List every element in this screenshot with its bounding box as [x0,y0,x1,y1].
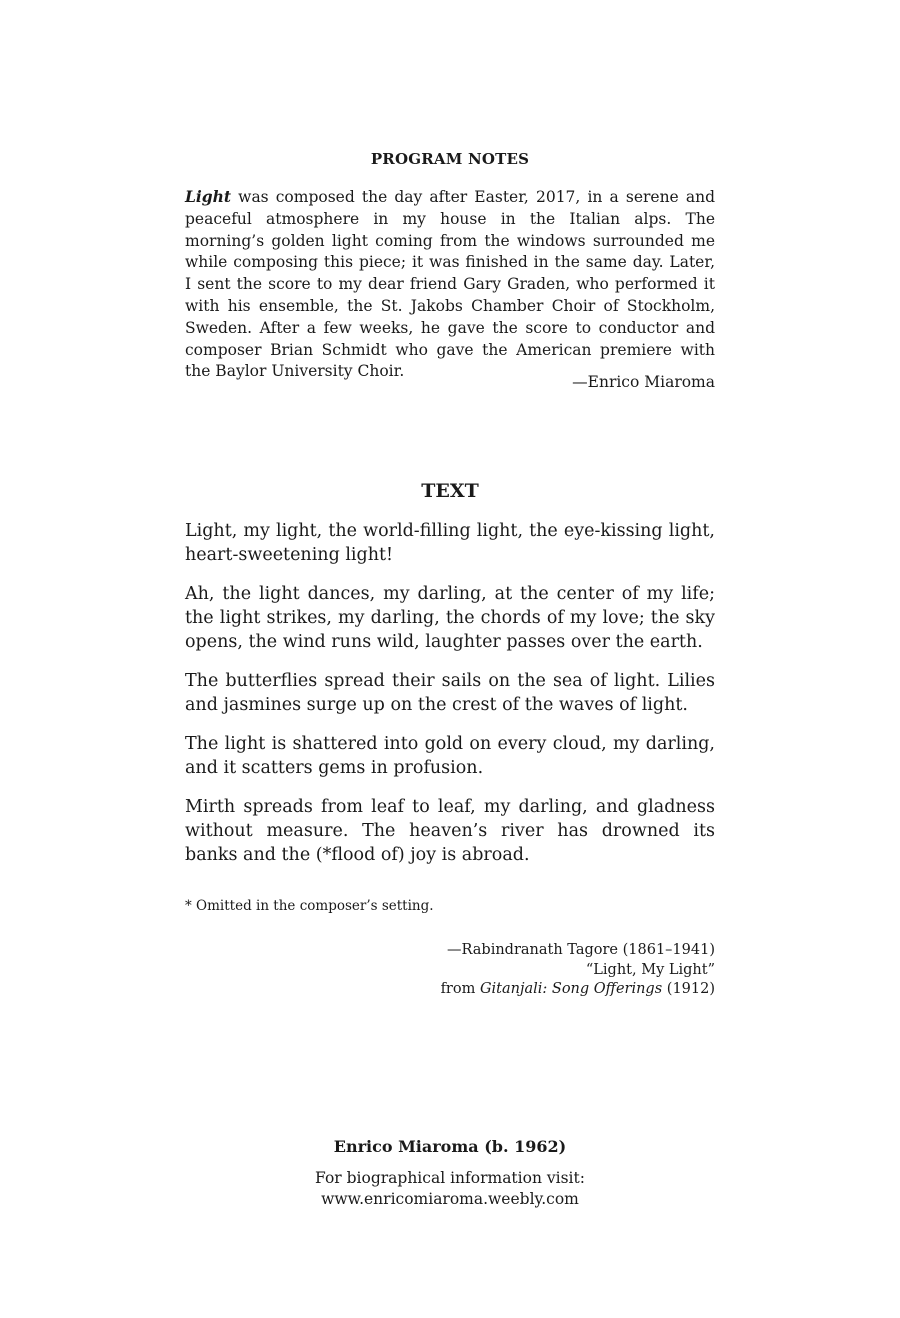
attribution-source [441,980,715,1000]
composer-website: www.enricomiaroma.weebly.com [321,1190,579,1208]
poem-attribution [441,941,715,1000]
program-notes-title-word: Light [185,187,232,206]
poem-text [185,519,715,882]
attribution-author: —Rabindranath Tagore (1861–1941) [447,942,715,958]
program-notes-heading: PROGRAM NOTES [370,150,530,168]
attribution-year: (1912) [662,981,715,997]
document-page [185,0,715,1318]
poem-paragraph: The light is shattered into gold on every cloud, my darling, and it scatters gems in profusion. [185,734,715,778]
attribution-poem-title: “Light, My Light” [585,961,715,978]
attribution-from: from [440,981,480,997]
program-notes-body [185,186,715,383]
text-heading: TEXT [421,480,479,502]
composer-bio [185,1168,715,1210]
program-notes-signature: —Enrico Miaroma [572,373,715,391]
poem-paragraph: Mirth spreads from leaf to leaf, my darling, and gladness without measure. The heaven’s river has drowned its banks and the (*flood of) joy is abroad. [185,797,715,865]
bio-line: For biographical information visit: [315,1169,585,1187]
poem-paragraph: The butterflies spread their sails on the sea of light. Lilies and jasmines surge up on the crest of the waves of light. [185,671,715,715]
poem-paragraph: Ah, the light dances, my darling, at the center of my life; the light strikes, my darling, the chords of my love; the sky opens, the wind runs wild, laughter passes over the earth. [185,584,715,652]
program-notes-text: was composed the day after Easter, 2017, in a serene and peaceful atmosphere in my house in the Italian alps. The morning’s golden light coming from the windows surrounded me while composing this piece; it was finished in the same day. Later, I sent the score to my dear friend Gary Graden, who performed it with his ensemble, the St. Jakobs Chamber Choir of Stockholm, Sweden. After a few weeks, he gave the score to conductor and composer Brian Schmidt who gave the American premiere with the Baylor University Choir. [185,188,715,381]
poem-paragraph: Light, my light, the world-filling light, the eye-kissing light, heart-sweetening light! [185,521,715,565]
attribution-book: Gitanjali: Song Offerings [479,981,663,997]
footnote: * Omitted in the composer’s setting. [185,898,434,914]
composer-name: Enrico Miaroma (b. 1962) [333,1137,567,1156]
